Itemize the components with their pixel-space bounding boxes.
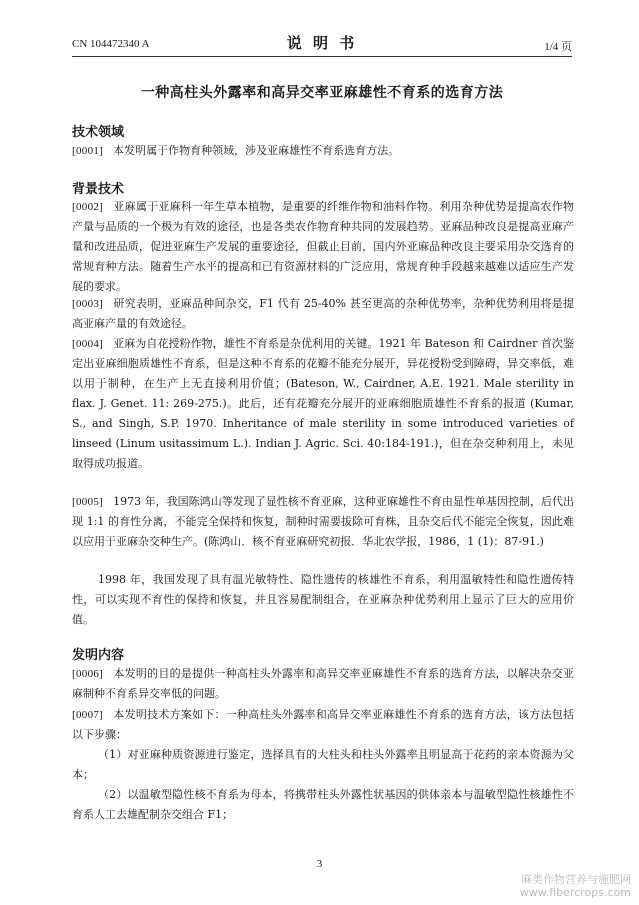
paragraph-number: [0006]: [72, 668, 104, 680]
watermark-url: www.fibercrops.com: [519, 886, 631, 899]
paragraph-0004: [72, 334, 574, 474]
watermark-site-name: 麻类作物营养与施肥网: [521, 873, 631, 886]
step-text: （2）以温敏型隐性核不育系为母本，将携带柱头外露性状基因的供体亲本与温敏型隐性核雄性不育系人工去雄配制杂交组合 F1；: [72, 788, 574, 821]
paragraph-text: 1998 年，我国发现了具有温光敏特性、隐性遗传的核雄性不育系，利用温敏特性和隐性遗传特性，可以实现不育性的保持和恢复，并且容易配制组合，在亚麻杂种优势利用上显示了巨大的应用价值。: [72, 573, 574, 626]
patent-number: CN 104472340 A: [72, 38, 150, 50]
doc-type-title: 说 明 书: [286, 34, 358, 52]
header-divider: [72, 56, 572, 57]
section-heading-background: 背景技术: [72, 182, 125, 197]
section-heading-field: 技术领域: [72, 125, 125, 140]
site-watermark: [520, 873, 631, 899]
document-header: [72, 32, 572, 54]
paragraph-number: [0004]: [72, 338, 104, 350]
step-1: [72, 745, 574, 785]
paragraph-text: 亚麻属于亚麻科一年生草本植物，是重要的纤维作物和油料作物。利用杂种优势是提高农作物产量与品质的一个极为有效的途径，也是各类农作物育种共同的发展趋势。亚麻品种改良是提高亚麻产量和改进品质，促进亚麻生产发展的重要途径，但截止目前，国内外亚麻品种改良主要采用杂交选育的常规育种方法。随着生产水平的提高和已有资源材料的广泛应用，常规育种手段越来越难以适应生产发展的要求。: [72, 200, 574, 293]
step-2: [72, 785, 574, 825]
step-text: （1）对亚麻种质资源进行鉴定，选择具有的大柱头和柱头外露率且明显高于花药的亲本资源为父本；: [72, 748, 574, 781]
paragraph-number: [0002]: [72, 201, 104, 213]
paragraph-text: 本发明技术方案如下：一种高柱头外露率和高异交率亚麻雄性不育系的选育方法，该方法包括以下步骤：: [72, 708, 574, 741]
paragraph-0003: [72, 294, 574, 334]
paragraph-text: 亚麻为自花授粉作物，雄性不育系是杂优利用的关键。1921 年 Bateson 和 Cairdner 首次鉴定出亚麻细胞质雄性不育系，但是这种不育系的花瓣不能充分展开，异花授粉受到障碍，异交率低，难以用于制种，在生产上无直接利用价值；(Bateson, W., Cairdner, A.E. 1921. Male sterility in flax. J. Genet. 11: 269-275.)。此后，还有花瓣充分展开的亚麻细胞质雄性不育系的报道 (Kumar, S., and Singh, S.P. 1970. Inheritance of male sterility in some introduced varieties of linseed (Linum usitassimum L.). Indian J. Agric. Sci. 40:184-191.)，但在杂交种利用上，未见取得成功报道。: [72, 337, 574, 470]
paragraph-0006: [72, 664, 574, 704]
paragraph-text: 本发明的目的是提供一种高柱头外露率和高异交率亚麻雄性不育系的选育方法，以解决杂交亚麻制种不育系异交率低的问题。: [72, 667, 574, 700]
page-info: 1/4 页: [544, 41, 572, 53]
paragraph-text: 研究表明，亚麻品种间杂交，F1 代有 25-40% 甚至更高的杂种优势率，杂种优势利用将是提高亚麻产量的有效途径。: [72, 297, 574, 330]
paragraph-1998: [72, 570, 574, 630]
paragraph-0005: [72, 492, 574, 552]
document-title: 一种高柱头外露率和高异交率亚麻雄性不育系的选育方法: [140, 85, 504, 101]
paragraph-number: [0001]: [72, 145, 104, 157]
paragraph-text: 1973 年，我国陈鸿山等发现了显性核不育亚麻，这种亚麻雄性不育由显性单基因控制，后代出现 1:1 的育性分离，不能完全保持和恢复，制种时需要拔除可育株，且杂交后代不能完全恢复，因此难以应用于亚麻杂交种生产。(陈鸿山．核不育亚麻研究初报．华北农学报，1986，1 (1)：87-91.): [72, 495, 574, 548]
paragraph-number: [0003]: [72, 298, 104, 310]
paragraph-number: [0005]: [72, 496, 104, 508]
page-number: 3: [316, 858, 323, 870]
paragraph-0002: [72, 197, 574, 297]
paragraph-0007: [72, 705, 574, 745]
paragraph-text: 本发明属于作物育种领域，涉及亚麻雄性不育系选育方法。: [113, 144, 400, 157]
section-heading-invention: 发明内容: [72, 648, 125, 663]
paragraph-0001: [72, 141, 574, 161]
paragraph-number: [0007]: [72, 709, 104, 721]
